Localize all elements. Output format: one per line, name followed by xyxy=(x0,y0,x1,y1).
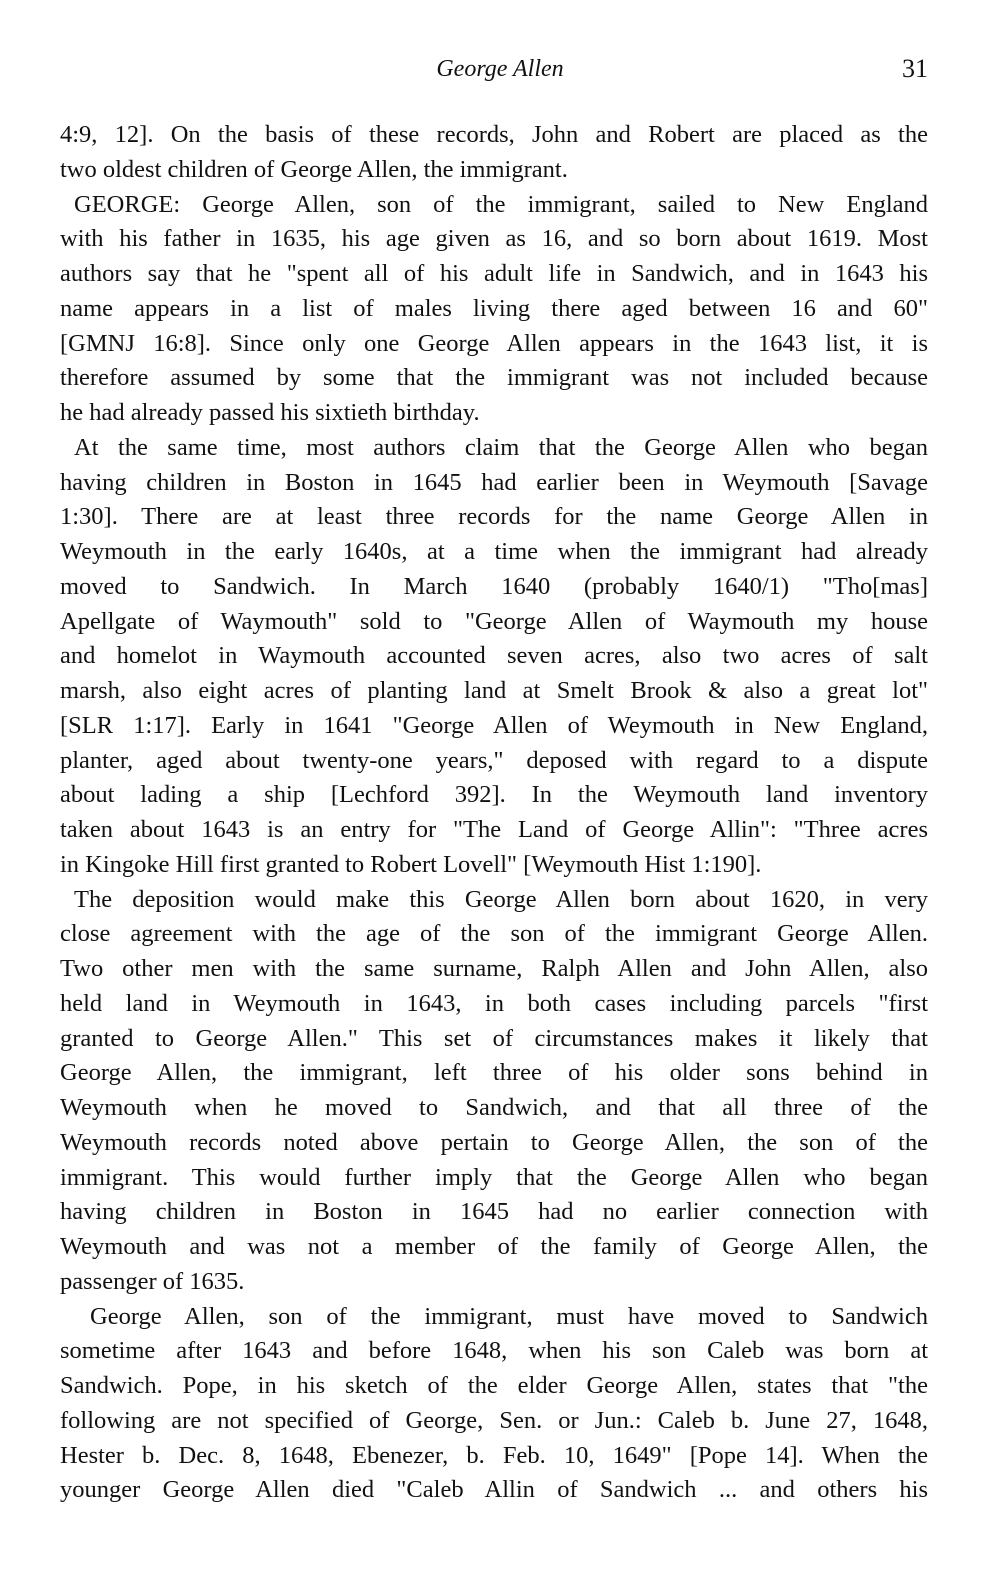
text-line: Hester b. Dec. 8, 1648, Ebenezer, b. Feb. 10, 1649" [Pope 14]. When the xyxy=(60,1441,928,1469)
text-line: having children in Boston in 1645 had earlier been in Weymouth [Savage xyxy=(60,468,928,496)
text-line: two oldest children of George Allen, the immigrant. xyxy=(60,155,568,183)
text-line: and homelot in Waymouth accounted seven acres, also two acres of salt xyxy=(60,642,928,670)
text-line: marsh, also eight acres of planting land at Smelt Brook & also a great lot" xyxy=(60,677,928,704)
text-line: held land in Weymouth in 1643, in both cases including parcels "first xyxy=(60,989,928,1017)
text-line: about lading a ship [Lechford 392]. In the Weymouth land inventory xyxy=(60,781,928,809)
text-line: in Kingoke Hill first granted to Robert Lovell" [Weymouth Hist 1:190]. xyxy=(60,850,762,878)
text-line: Apellgate of Waymouth" sold to "George Allen of Waymouth my house xyxy=(60,607,928,635)
text-line: Weymouth and was not a member of the family of George Allen, the xyxy=(60,1233,928,1260)
text-line: Weymouth when he moved to Sandwich, and that all three of the xyxy=(60,1094,928,1121)
text-line: younger George Allen died "Caleb Allin of Sandwich ... and others his xyxy=(60,1476,928,1504)
text-line: GEORGE: George Allen, son of the immigrant, sailed to New England xyxy=(74,190,928,218)
text-line: At the same time, most authors claim that the George Allen who began xyxy=(74,433,928,461)
text-line: Weymouth records noted above pertain to George Allen, the son of the xyxy=(60,1128,928,1156)
text-line: moved to Sandwich. In March 1640 (probably 1640/1) "Tho[mas] xyxy=(60,572,928,600)
running-title: George Allen xyxy=(436,56,564,82)
page-number: 31 xyxy=(902,54,928,83)
paragraph-same-time xyxy=(60,431,928,883)
text-line: granted to George Allen." This set of circumstances makes it likely that xyxy=(60,1024,928,1052)
text-line: close agreement with the age of the son of the immigrant George Allen. xyxy=(60,920,928,948)
text-line: name appears in a list of males living there aged between 16 and 60" xyxy=(60,294,928,322)
text-line: following are not specified of George, Sen. or Jun.: Caleb b. June 27, 1648, xyxy=(60,1406,928,1434)
text-line: immigrant. This would further imply that the George Allen who began xyxy=(60,1163,928,1191)
body-text xyxy=(60,118,928,1508)
paragraph-moved-to-sandwich xyxy=(60,1300,928,1509)
running-head xyxy=(0,52,1000,88)
text-line: planter, aged about twenty-one years," deposed with regard to a dispute xyxy=(60,746,928,774)
paragraph-george xyxy=(60,188,928,431)
paragraph-continuation xyxy=(60,118,928,188)
text-line: [GMNJ 16:8]. Since only one George Allen appears in the 1643 list, it is xyxy=(60,329,928,357)
text-line: [SLR 1:17]. Early in 1641 "George Allen of Weymouth in New England, xyxy=(60,711,928,739)
text-line: 4:9, 12]. On the basis of these records, John and Robert are placed as the xyxy=(60,121,928,148)
text-line: George Allen, son of the immigrant, must have moved to Sandwich xyxy=(90,1302,928,1330)
text-line: having children in Boston in 1645 had no earlier connection with xyxy=(60,1198,928,1226)
text-line: George Allen, the immigrant, left three of his older sons behind in xyxy=(60,1059,928,1087)
text-line: passenger of 1635. xyxy=(60,1267,245,1295)
text-line: Sandwich. Pope, in his sketch of the elder George Allen, states that "the xyxy=(60,1372,928,1399)
text-line: taken about 1643 is an entry for "The Land of George Allin": "Three acres xyxy=(60,816,928,843)
text-line: Two other men with the same surname, Ralph Allen and John Allen, also xyxy=(60,955,928,982)
text-line: sometime after 1643 and before 1648, when his son Caleb was born at xyxy=(60,1337,928,1365)
text-line: with his father in 1635, his age given as 16, and so born about 1619. Most xyxy=(60,225,928,253)
text-line: The deposition would make this George Allen born about 1620, in very xyxy=(74,885,928,913)
paragraph-deposition xyxy=(60,883,928,1300)
text-line: he had already passed his sixtieth birthday. xyxy=(60,399,480,426)
text-line: 1:30]. There are at least three records for the name George Allen in xyxy=(60,503,928,531)
text-line: authors say that he "spent all of his adult life in Sandwich, and in 1643 his xyxy=(60,260,928,287)
text-line: Weymouth in the early 1640s, at a time when the immigrant had already xyxy=(60,538,928,565)
text-line: therefore assumed by some that the immigrant was not included because xyxy=(60,364,928,392)
